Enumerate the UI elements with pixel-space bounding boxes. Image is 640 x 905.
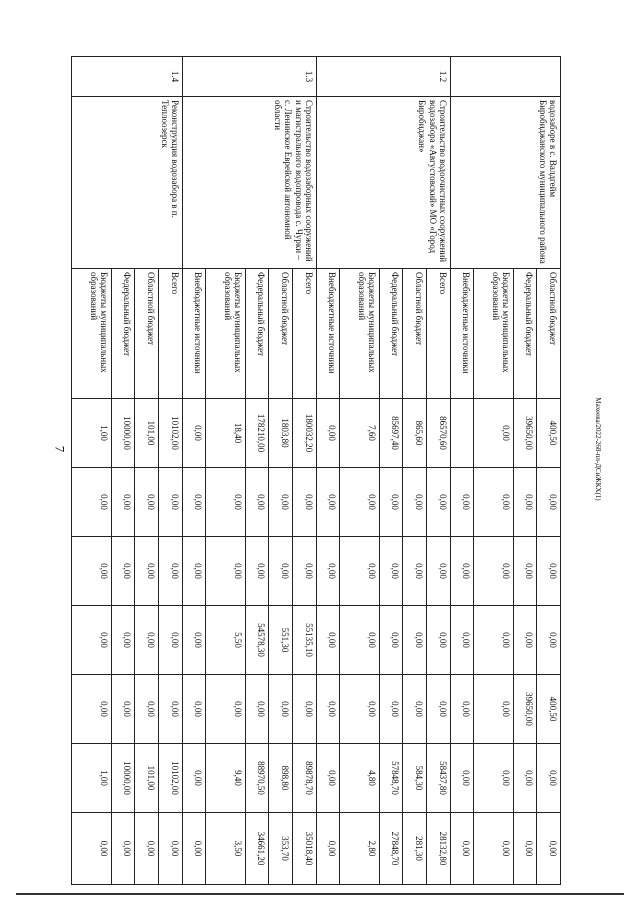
amount-cell: 353,70 (269, 813, 293, 885)
amount-cell: 0,00 (403, 537, 427, 606)
funding-source: Федеральный бюджет (513, 269, 537, 399)
amount-cell: 1,00 (72, 744, 112, 813)
footer-code: Махеева/2022-268-пл-ДСиЖКХ(1) (594, 397, 602, 501)
amount-cell: 0,00 (206, 537, 245, 606)
amount-cell: 1,00 (72, 399, 112, 468)
amount-cell: 0,00 (379, 537, 403, 606)
funding-source: Областной бюджет (135, 269, 159, 399)
amount-cell: 10102,00 (158, 399, 182, 468)
amount-cell: 85697,40 (379, 399, 403, 468)
amount-cell: 9,40 (206, 744, 245, 813)
amount-cell: 0,00 (182, 606, 206, 675)
amount-cell: 27848,70 (379, 813, 403, 885)
amount-cell: 0,00 (426, 675, 450, 744)
amount-cell: 865,60 (403, 399, 427, 468)
funding-source: Всего (158, 269, 182, 399)
amount-cell: 0,00 (245, 537, 269, 606)
amount-cell: 0,00 (182, 675, 206, 744)
table-body (72, 57, 561, 885)
amount-cell: 0,00 (292, 675, 316, 744)
amount-cell: 0,00 (269, 675, 293, 744)
amount-cell: 0,00 (450, 606, 474, 675)
amount-cell: 0,00 (513, 813, 537, 885)
funding-source: Областной бюджет (537, 269, 561, 399)
amount-cell: 0,00 (316, 606, 340, 675)
amount-cell: 39650,00 (513, 399, 537, 468)
funding-source: Областной бюджет (403, 269, 427, 399)
amount-cell: 0,00 (379, 675, 403, 744)
amount-cell: 0,00 (316, 468, 340, 537)
amount-cell: 54578,30 (245, 606, 269, 675)
amount-cell: 0,00 (135, 606, 159, 675)
amount-cell: 0,00 (245, 675, 269, 744)
amount-cell: 7,60 (340, 399, 379, 468)
item-number: 1.2 (316, 57, 450, 97)
amount-cell: 0,00 (158, 813, 182, 885)
item-name: Строительство водозаборных сооружений и магистрального водопровода с. Чурки – с. Ленинское Еврейской автономной области (182, 97, 316, 269)
funding-source: Областной бюджет (269, 269, 293, 399)
amount-cell: 0,00 (182, 468, 206, 537)
amount-cell: 0,00 (474, 468, 513, 537)
amount-cell: 0,00 (474, 744, 513, 813)
amount-cell: 88970,50 (245, 744, 269, 813)
amount-cell: 0,00 (316, 675, 340, 744)
amount-cell: 34661,20 (245, 813, 269, 885)
amount-cell: 0,00 (292, 537, 316, 606)
table-row (292, 57, 316, 885)
funding-source: Бюджеты муниципальных образований (72, 269, 112, 399)
amount-cell: 86570,60 (426, 399, 450, 468)
amount-cell: 0,00 (269, 468, 293, 537)
amount-cell: 0,00 (72, 606, 112, 675)
amount-cell: 0,00 (182, 813, 206, 885)
amount-cell: 0,00 (340, 606, 379, 675)
amount-cell: 898,80 (269, 744, 293, 813)
amount-cell: 0,00 (182, 399, 206, 468)
amount-cell: 0,00 (537, 468, 561, 537)
item-name: водозаборе в с. Валдгейм Биробиджанского муниципального района (450, 97, 560, 269)
item-name: Реконструкция водозабора в п. Теплоозерск (72, 97, 183, 269)
amount-cell: 0,00 (340, 537, 379, 606)
amount-cell: 0,00 (403, 468, 427, 537)
amount-cell: 5,50 (206, 606, 245, 675)
amount-cell: 0,00 (135, 675, 159, 744)
amount-cell: 0,00 (316, 744, 340, 813)
amount-cell: 101,00 (135, 399, 159, 468)
amount-cell: 0,00 (379, 468, 403, 537)
amount-cell: 0,00 (537, 537, 561, 606)
amount-cell: 0,00 (450, 537, 474, 606)
amount-cell: 0,00 (340, 468, 379, 537)
amount-cell: 0,00 (158, 675, 182, 744)
amount-cell: 0,00 (537, 813, 561, 885)
amount-cell: 89878,70 (292, 744, 316, 813)
funding-source: Федеральный бюджет (379, 269, 403, 399)
amount-cell: 0,00 (206, 468, 245, 537)
item-number: 1.3 (182, 57, 316, 97)
amount-cell: 0,00 (158, 468, 182, 537)
amount-cell: 180032,20 (292, 399, 316, 468)
amount-cell: 39650,00 (513, 675, 537, 744)
amount-cell: 0,00 (474, 675, 513, 744)
amount-cell: 2,80 (340, 813, 379, 885)
table-row (426, 57, 450, 885)
amount-cell: 0,00 (426, 537, 450, 606)
amount-cell: 10000,00 (111, 744, 135, 813)
amount-cell: 0,00 (403, 675, 427, 744)
amount-cell (450, 399, 474, 468)
amount-cell: 0,00 (537, 606, 561, 675)
amount-cell: 55135,10 (292, 606, 316, 675)
amount-cell: 0,00 (316, 813, 340, 885)
amount-cell: 35018,40 (292, 813, 316, 885)
amount-cell: 0,00 (206, 675, 245, 744)
amount-cell: 0,00 (403, 606, 427, 675)
amount-cell: 178210,00 (245, 399, 269, 468)
funding-source: Внебюджетные источники (450, 269, 474, 399)
amount-cell: 10102,00 (158, 744, 182, 813)
amount-cell: 0,00 (450, 468, 474, 537)
page-bottom-rule (16, 893, 624, 895)
funding-source: Бюджеты муниципальных образований (474, 269, 513, 399)
amount-cell: 4,80 (340, 744, 379, 813)
amount-cell: 0,00 (292, 468, 316, 537)
amount-cell: 0,00 (316, 537, 340, 606)
amount-cell: 0,00 (111, 675, 135, 744)
amount-cell: 400,50 (537, 675, 561, 744)
amount-cell: 0,00 (513, 537, 537, 606)
funding-source: Внебюджетные источники (182, 269, 206, 399)
amount-cell: 0,00 (111, 468, 135, 537)
rotated-table-wrapper (71, 56, 561, 884)
amount-cell: 0,00 (474, 813, 513, 885)
funding-source: Федеральный бюджет (245, 269, 269, 399)
amount-cell: 58437,80 (426, 744, 450, 813)
amount-cell: 28132,80 (426, 813, 450, 885)
amount-cell: 0,00 (513, 606, 537, 675)
amount-cell: 0,00 (111, 537, 135, 606)
amount-cell: 0,00 (450, 744, 474, 813)
amount-cell: 0,00 (537, 744, 561, 813)
amount-cell: 0,00 (379, 606, 403, 675)
amount-cell: 0,00 (450, 813, 474, 885)
amount-cell: 0,00 (72, 537, 112, 606)
amount-cell: 18,40 (206, 399, 245, 468)
amount-cell: 0,00 (513, 744, 537, 813)
amount-cell: 0,00 (474, 399, 513, 468)
amount-cell: 0,00 (182, 537, 206, 606)
table-row (158, 57, 182, 885)
amount-cell: 57848,70 (379, 744, 403, 813)
amount-cell: 0,00 (72, 675, 112, 744)
funding-source: Всего (292, 269, 316, 399)
amount-cell: 0,00 (158, 537, 182, 606)
amount-cell: 1803,80 (269, 399, 293, 468)
amount-cell: 0,00 (111, 813, 135, 885)
item-number: 1.4 (72, 57, 183, 97)
amount-cell: 0,00 (72, 813, 112, 885)
amount-cell: 0,00 (340, 675, 379, 744)
amount-cell: 400,50 (537, 399, 561, 468)
table-row (537, 57, 561, 885)
funding-source: Бюджеты муниципальных образований (340, 269, 379, 399)
amount-cell: 584,30 (403, 744, 427, 813)
amount-cell: 0,00 (474, 537, 513, 606)
amount-cell: 0,00 (450, 675, 474, 744)
amount-cell: 0,00 (316, 399, 340, 468)
amount-cell: 281,30 (403, 813, 427, 885)
amount-cell: 0,00 (135, 537, 159, 606)
amount-cell: 101,00 (135, 744, 159, 813)
funding-source: Федеральный бюджет (111, 269, 135, 399)
amount-cell: 0,00 (513, 468, 537, 537)
amount-cell: 10000,00 (111, 399, 135, 468)
amount-cell: 0,00 (158, 606, 182, 675)
amount-cell: 551,30 (269, 606, 293, 675)
amount-cell: 0,00 (135, 813, 159, 885)
amount-cell: 0,00 (269, 537, 293, 606)
amount-cell: 0,00 (111, 606, 135, 675)
item-number (450, 57, 560, 97)
funding-source: Всего (426, 269, 450, 399)
budget-table (71, 56, 561, 885)
funding-source: Бюджеты муниципальных образований (206, 269, 245, 399)
amount-cell: 0,00 (182, 744, 206, 813)
amount-cell: 0,00 (426, 468, 450, 537)
page-number: 7 (52, 445, 68, 453)
amount-cell: 0,00 (426, 606, 450, 675)
item-name: Строительство водоочистных сооружений водозабора «Августовский» МО «Город Биробиджан» (316, 97, 450, 269)
funding-source: Внебюджетные источники (316, 269, 340, 399)
amount-cell: 3,50 (206, 813, 245, 885)
amount-cell: 0,00 (474, 606, 513, 675)
amount-cell: 0,00 (135, 468, 159, 537)
amount-cell: 0,00 (72, 468, 112, 537)
amount-cell: 0,00 (245, 468, 269, 537)
